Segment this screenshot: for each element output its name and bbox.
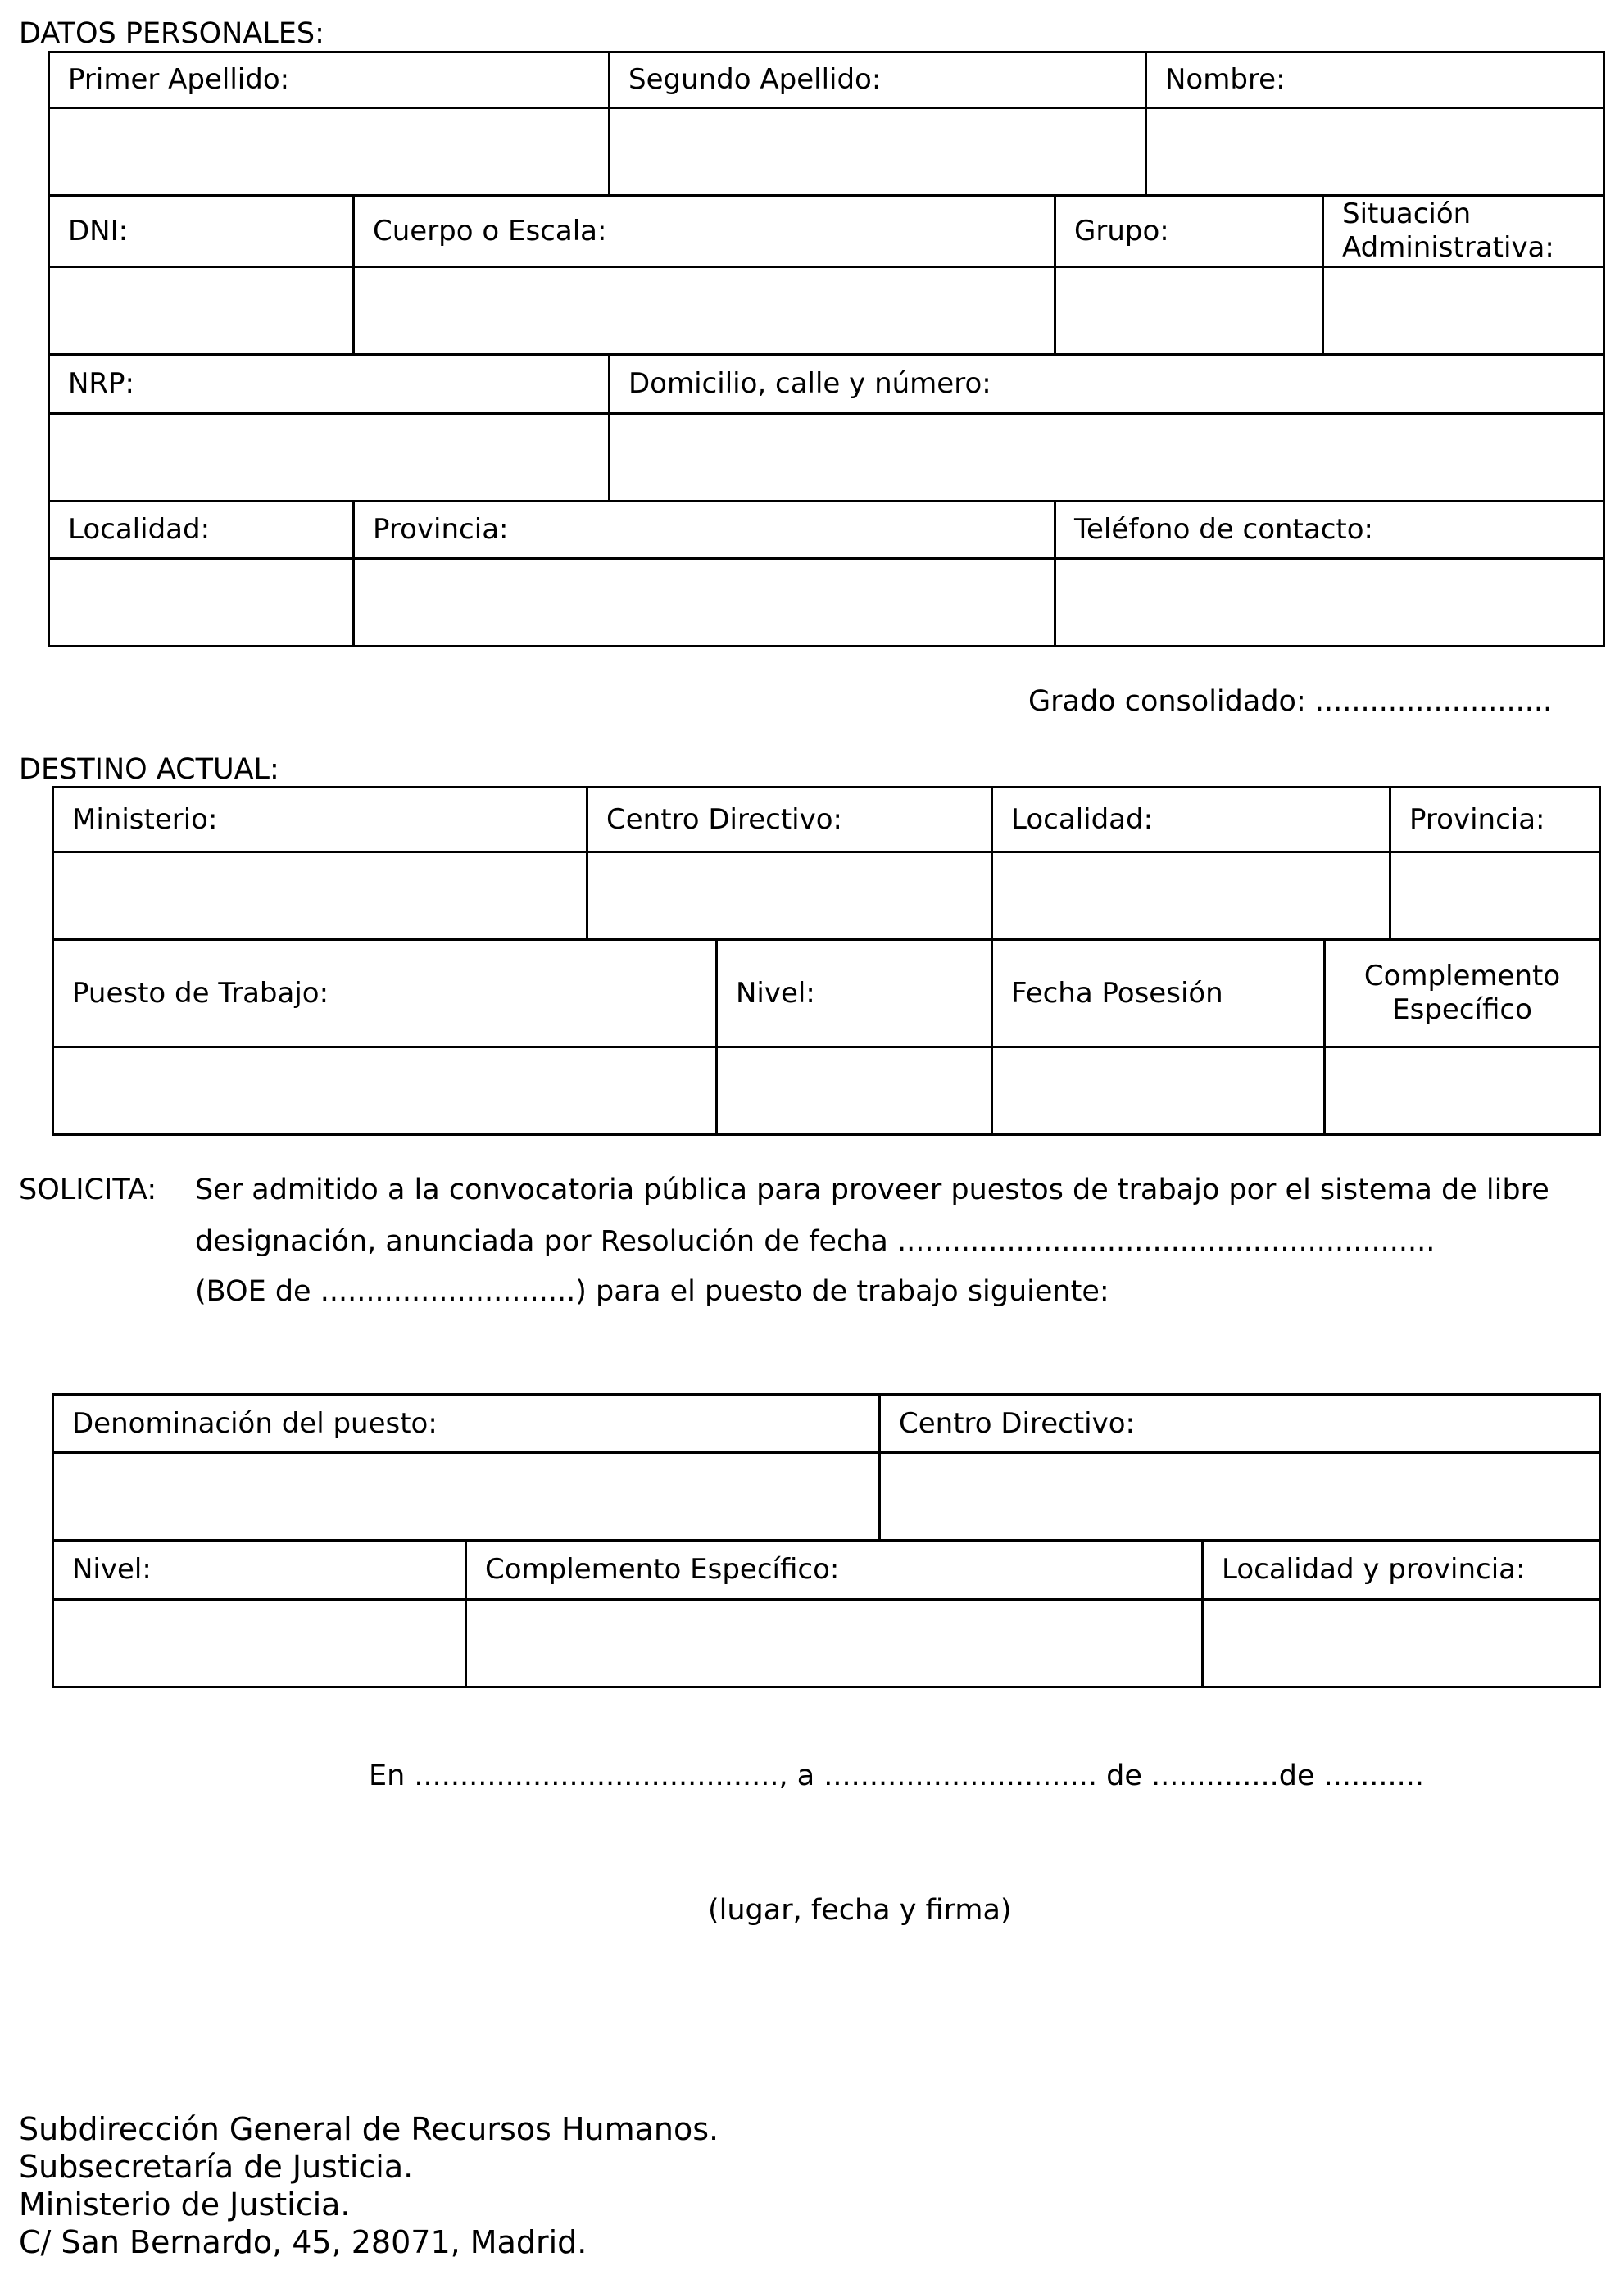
localidad-actual-field[interactable] [992, 852, 1390, 940]
fecha-posesion-field[interactable] [992, 1047, 1325, 1135]
complemento-line-2: Específico [1392, 993, 1532, 1026]
localidad-label: Localidad: [49, 502, 354, 559]
nombre-label: Nombre: [1146, 52, 1604, 108]
nivel-actual-field[interactable] [717, 1047, 992, 1135]
segundo-apellido-field[interactable] [610, 108, 1146, 196]
destino-puesto-table [52, 938, 1601, 1136]
localidad-provincia-field[interactable] [1203, 1600, 1600, 1687]
grado-consolidado: Grado consolidado: .......................... [1028, 685, 1553, 718]
footer-line: C/ San Bernardo, 45, 28071, Madrid. [19, 2224, 587, 2260]
localidad-field[interactable] [49, 559, 354, 647]
primer-apellido-field[interactable] [49, 108, 610, 196]
footer-line: Subdirección General de Recursos Humanos. [19, 2111, 719, 2147]
domicilio-field[interactable] [610, 414, 1604, 502]
cuerpo-escala-label: Cuerpo o Escala: [354, 196, 1055, 267]
centro-directivo-label: Centro Directivo: [587, 788, 992, 852]
fecha-posesion-label: Fecha Posesión [992, 940, 1325, 1047]
telefono-label: Teléfono de contacto: [1055, 502, 1604, 559]
complemento-especifico-field[interactable] [1325, 1047, 1600, 1135]
footer-line: Ministerio de Justicia. [19, 2186, 351, 2223]
complemento-line-1: Complemento [1363, 960, 1561, 993]
centro-directivo-solicitado-label: Centro Directivo: [880, 1395, 1600, 1453]
nivel-solicitado-field[interactable] [53, 1600, 466, 1687]
lugar-fecha-line: En ........................................, a .............................. de ..............de ........... [369, 1760, 1425, 1792]
complemento-especifico-label [1325, 940, 1600, 1047]
complemento-solicitado-field[interactable] [466, 1600, 1203, 1687]
datos-personales-table [48, 51, 1605, 647]
cuerpo-escala-field[interactable] [354, 267, 1055, 355]
solicita-line-3: (BOE de ............................) para el puesto de trabajo siguiente: [195, 1275, 1109, 1308]
destino-actual-heading: DESTINO ACTUAL: [19, 753, 279, 786]
denominacion-field[interactable] [53, 1453, 880, 1541]
puesto-trabajo-field[interactable] [53, 1047, 717, 1135]
ministerio-field[interactable] [53, 852, 587, 940]
solicita-line-2: designación, anunciada por Resolución de fecha ........................................................... [195, 1225, 1436, 1258]
complemento-solicitado-label: Complemento Específico: [466, 1541, 1203, 1600]
solicita-label: SOLICITA: [19, 1174, 157, 1206]
centro-directivo-field[interactable] [587, 852, 992, 940]
lugar-fecha-firma-caption: (lugar, fecha y firma) [708, 1894, 1012, 1927]
datos-personales-heading: DATOS PERSONALES: [19, 17, 324, 50]
provincia-label: Provincia: [354, 502, 1055, 559]
footer-line: Subsecretaría de Justicia. [19, 2149, 414, 2185]
provincia-field[interactable] [354, 559, 1055, 647]
situacion-line-1: Situación [1342, 198, 1472, 231]
situacion-line-2: Administrativa: [1342, 231, 1554, 264]
centro-directivo-solicitado-field[interactable] [880, 1453, 1600, 1541]
puesto-trabajo-label: Puesto de Trabajo: [53, 940, 717, 1047]
nivel-actual-label: Nivel: [717, 940, 992, 1047]
puesto-solicitado-table [52, 1393, 1601, 1688]
nrp-label: NRP: [49, 355, 610, 414]
grupo-field[interactable] [1055, 267, 1323, 355]
primer-apellido-label: Primer Apellido: [49, 52, 610, 108]
provincia-actual-field[interactable] [1390, 852, 1600, 940]
grupo-label: Grupo: [1055, 196, 1323, 267]
situacion-administrativa-label [1323, 196, 1604, 267]
destino-actual-table [52, 786, 1601, 941]
telefono-field[interactable] [1055, 559, 1604, 647]
nrp-field[interactable] [49, 414, 610, 502]
localidad-provincia-label: Localidad y provincia: [1203, 1541, 1600, 1600]
localidad-actual-label: Localidad: [992, 788, 1390, 852]
dni-label: DNI: [49, 196, 354, 267]
domicilio-label: Domicilio, calle y número: [610, 355, 1604, 414]
dni-field[interactable] [49, 267, 354, 355]
nombre-field[interactable] [1146, 108, 1604, 196]
solicita-line-1: Ser admitido a la convocatoria pública para proveer puestos de trabajo por el sistema de libre [195, 1174, 1549, 1206]
ministerio-label: Ministerio: [53, 788, 587, 852]
denominacion-label: Denominación del puesto: [53, 1395, 880, 1453]
situacion-administrativa-field[interactable] [1323, 267, 1604, 355]
footer-address [19, 2110, 719, 2261]
provincia-actual-label: Provincia: [1390, 788, 1600, 852]
segundo-apellido-label: Segundo Apellido: [610, 52, 1146, 108]
nivel-solicitado-label: Nivel: [53, 1541, 466, 1600]
